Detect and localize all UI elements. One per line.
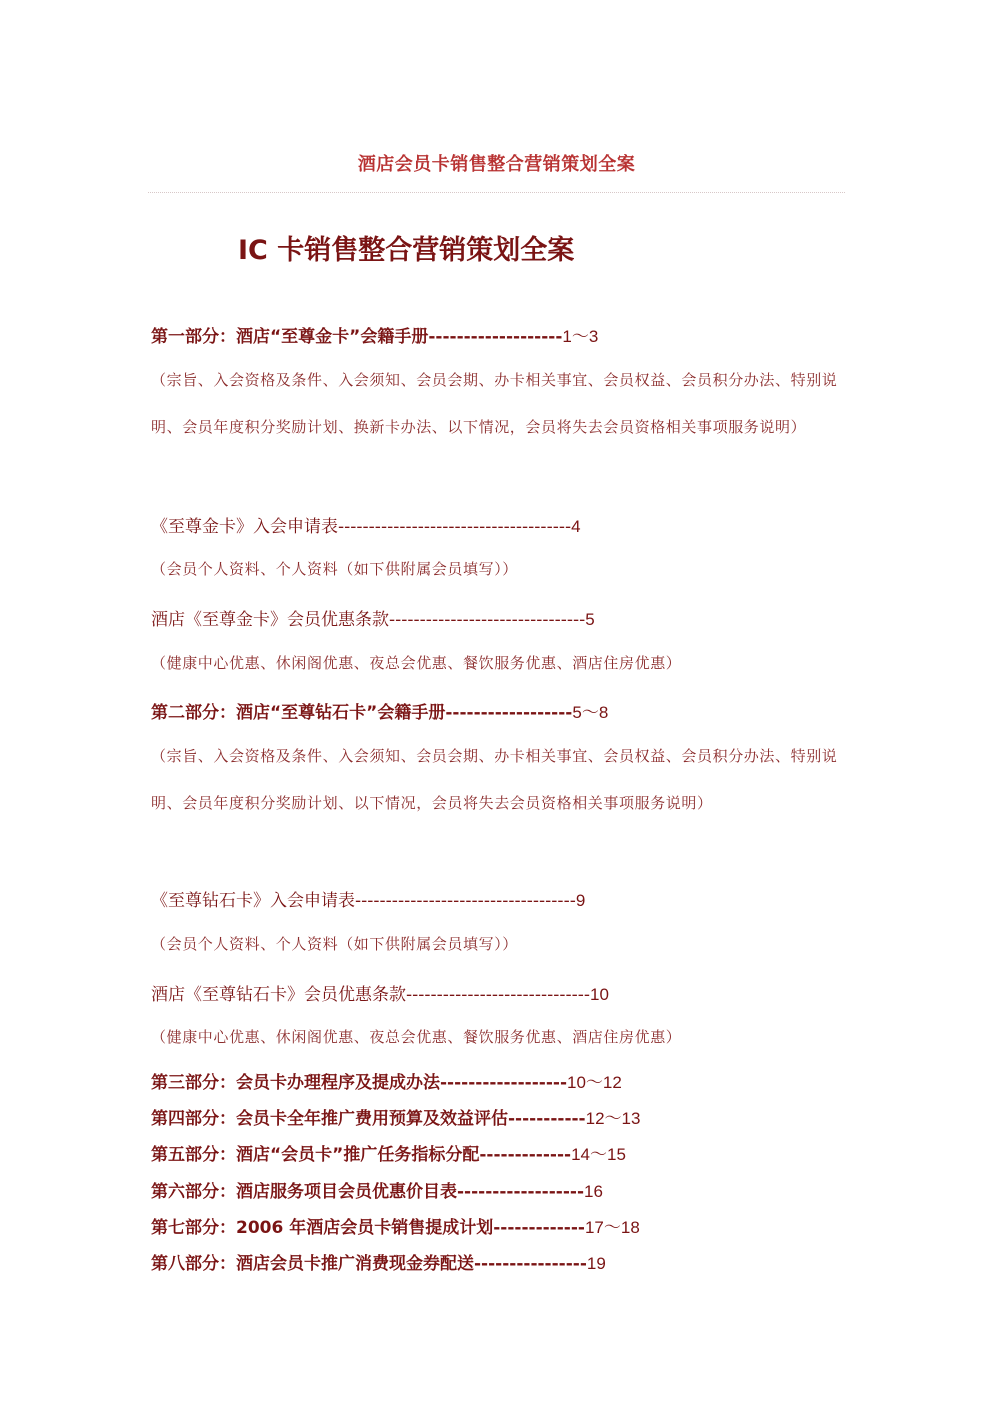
toc-part-6 (151, 1177, 603, 1202)
header-divider (148, 192, 845, 193)
toc-part-8-text: 第八部分：酒店会员卡推广消费现金券配送---------------- (151, 1254, 587, 1274)
toc-part-8-page: 19 (586, 1254, 606, 1273)
toc-part-6-page: 16 (584, 1182, 603, 1201)
toc-gold-discounts-desc: （健康中心优惠、休闲阁优惠、夜总会优惠、餐饮服务优惠、酒店住房优惠） (151, 654, 682, 672)
toc-part-1-page: 1～3 (562, 327, 599, 346)
document-header-title: 酒店会员卡销售整合营销策划全案 (357, 154, 636, 175)
toc-part-7-page: 17～18 (584, 1218, 640, 1237)
toc-part-1 (151, 322, 598, 347)
toc-diamond-application-page: 9 (575, 891, 586, 910)
toc-part-4-text: 第四部分：会员卡全年推广费用预算及效益评估----------- (151, 1109, 586, 1129)
toc-diamond-application-desc: （会员个人资料、个人资料（如下供附属会员填写）） (151, 935, 518, 953)
toc-part-5 (151, 1140, 626, 1165)
toc-diamond-discounts-desc: （健康中心优惠、休闲阁优惠、夜总会优惠、餐饮服务优惠、酒店住房优惠） (151, 1028, 682, 1046)
toc-part-5-text: 第五部分：酒店“会员卡”推广任务指标分配------------- (151, 1145, 572, 1165)
toc-gold-discounts-text: 酒店《至尊金卡》会员优惠条款-------------------------------- (151, 610, 586, 630)
toc-diamond-application (151, 886, 585, 911)
toc-part-2-text: 第二部分：酒店“至尊钻石卡”会籍手册------------------ (151, 703, 573, 723)
toc-part-2 (151, 698, 608, 723)
toc-diamond-application-text: 《至尊钻石卡》入会申请表------------------------------------ (151, 891, 576, 911)
toc-part-4-page: 12～13 (585, 1109, 641, 1128)
toc-part-5-page: 14～15 (571, 1145, 626, 1164)
toc-part-2-page: 5～8 (572, 703, 609, 722)
toc-part-3-page: 10～12 (567, 1073, 622, 1092)
toc-gold-application-text: 《至尊金卡》入会申请表-------------------------------------- (151, 517, 572, 537)
toc-gold-discounts-page: 5 (585, 610, 595, 629)
main-title: IC 卡销售整合营销策划全案 (238, 235, 575, 266)
toc-gold-application-desc: （会员个人资料、个人资料（如下供附属会员填写）） (151, 560, 518, 578)
toc-gold-discounts (151, 605, 595, 630)
toc-part-3-text: 第三部分：会员卡办理程序及提成办法------------------ (151, 1073, 568, 1093)
toc-part-4 (151, 1104, 640, 1129)
toc-part-2-desc: （宗旨、入会资格及条件、入会须知、会员会期、办卡相关事宜、会员权益、会员积分办法、特别说明、会员年度积分奖励计划、以下情况，会员将失去会员资格相关事项服务说明） (151, 747, 838, 812)
toc-diamond-discounts-text: 酒店《至尊钻石卡》会员优惠条款------------------------------ (151, 985, 591, 1005)
toc-gold-application (151, 512, 581, 537)
toc-diamond-discounts-page: 10 (590, 985, 609, 1004)
toc-part-3 (151, 1068, 622, 1093)
toc-part-7 (151, 1213, 640, 1238)
toc-gold-application-page: 4 (571, 517, 581, 536)
toc-part-8 (151, 1249, 606, 1274)
toc-part-1-desc: （宗旨、入会资格及条件、入会须知、会员会期、办卡相关事宜、会员权益、会员积分办法、特别说明、会员年度积分奖励计划、换新卡办法、以下情况，会员将失去会员资格相关事项服务说明） (151, 371, 838, 436)
toc-part-1-text: 第一部分：酒店“至尊金卡”会籍手册------------------- (151, 327, 563, 347)
toc-part-7-text: 第七部分：2006 年酒店会员卡销售提成计划------------- (151, 1218, 585, 1238)
toc-diamond-discounts (151, 980, 609, 1005)
toc-part-6-text: 第六部分：酒店服务项目会员优惠价目表------------------ (151, 1182, 585, 1202)
